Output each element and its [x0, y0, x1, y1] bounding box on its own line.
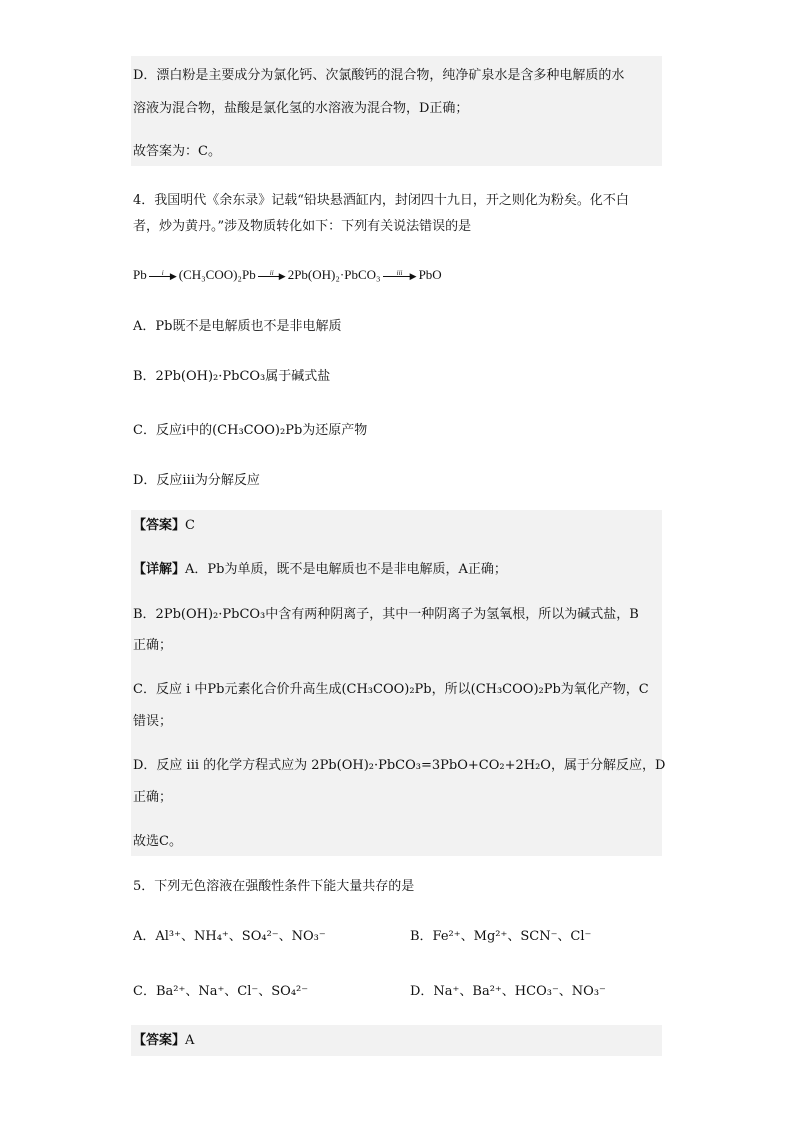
- prev-option-d-line1: D．漂白粉是主要成分为氯化钙、次氯酸钙的混合物，纯净矿泉水是含多种电解质的水: [133, 68, 625, 83]
- prev-answer: 故答案为：C。: [133, 144, 221, 159]
- answer-value: C: [185, 518, 195, 533]
- q5-option-b: B．Fe²⁺、Mg²⁺、SCN⁻、Cl⁻: [410, 929, 592, 944]
- q5-option-d: D．Na⁺、Ba²⁺、HCO₃⁻、NO₃⁻: [410, 984, 606, 999]
- q4-answer: [133, 517, 195, 535]
- reaction-arrow-i: i ▶: [149, 271, 177, 281]
- answer-tag: 【答案】: [133, 1033, 186, 1048]
- q4-detail-b-line2: 正确；: [133, 638, 173, 653]
- step-label-iii: iii: [396, 269, 403, 278]
- product-basic-lead-carbonate: 2Pb(OH)₂·PbCO₃: [287, 267, 381, 282]
- q4-stem-line2: 者，炒为黄丹。”涉及物质转化如下：下列有关说法错误的是: [133, 219, 472, 234]
- q5-answer: [133, 1032, 194, 1050]
- q4-conclusion: 故选C。: [133, 834, 182, 849]
- q5-option-c: C．Ba²⁺、Na⁺、Cl⁻、SO₄²⁻: [133, 984, 309, 999]
- q5-stem: 5．下列无色溶液在强酸性条件下能大量共存的是: [133, 879, 415, 894]
- prev-option-d-line2: 溶液为混合物，盐酸是氯化氢的水溶液为混合物，D正确；: [133, 101, 469, 116]
- q5-option-a: A．Al³⁺、NH₄⁺、SO₄²⁻、NO₃⁻: [133, 929, 326, 944]
- answer-tag: 【答案】: [133, 518, 186, 533]
- q4-detail-c-line2: 错误；: [133, 714, 173, 729]
- reaction-arrow-ii: ii ▶: [258, 271, 286, 281]
- detail-a-text: A．Pb为单质，既不是电解质也不是非电解质，A正确；: [185, 562, 507, 577]
- step-label-i: i: [161, 269, 164, 278]
- detail-tag: 【详解】: [133, 562, 186, 577]
- step-label-ii: ii: [269, 269, 274, 278]
- q4-detail-c-line1: C．反应 i 中Pb元素化合价升高生成(CH₃COO)₂Pb，所以(CH₃COO)₂Pb为氧化产物，C: [133, 682, 649, 697]
- product-pbo: PbO: [418, 267, 442, 282]
- q4-stem-line1: 4．我国明代《余东录》记载“铅块悬酒缸内，封闭四十九日，开之则化为粉矣。化不白: [133, 193, 629, 208]
- q4-option-c: C．反应i中的(CH₃COO)₂Pb为还原产物: [133, 423, 368, 438]
- q4-detail-a: [133, 561, 507, 579]
- answer-value: A: [185, 1033, 195, 1048]
- q5-answer-block: [131, 1025, 662, 1056]
- q4-option-a: A．Pb既不是电解质也不是非电解质: [133, 319, 342, 334]
- reaction-arrow-iii: iii ▶: [383, 271, 417, 281]
- q4-detail-d-line1: D．反应 iii 的化学方程式应为 2Pb(OH)₂·PbCO₃=3PbO+CO₂+2H₂O，属于分解反应，D: [133, 758, 666, 773]
- q4-option-d: D．反应iii为分解反应: [133, 473, 260, 488]
- q4-reaction-scheme: [133, 266, 442, 284]
- q4-detail-d-line2: 正确；: [133, 790, 173, 805]
- q4-option-b: B．2Pb(OH)₂·PbCO₃属于碱式盐: [133, 369, 331, 384]
- reactant-pb: Pb: [133, 267, 147, 282]
- product-lead-acetate: (CH₃COO)₂Pb: [178, 267, 256, 282]
- q4-detail-b-line1: B．2Pb(OH)₂·PbCO₃中含有两种阴离子，其中一种阴离子为氢氧根，所以为碱式盐，B: [133, 607, 639, 622]
